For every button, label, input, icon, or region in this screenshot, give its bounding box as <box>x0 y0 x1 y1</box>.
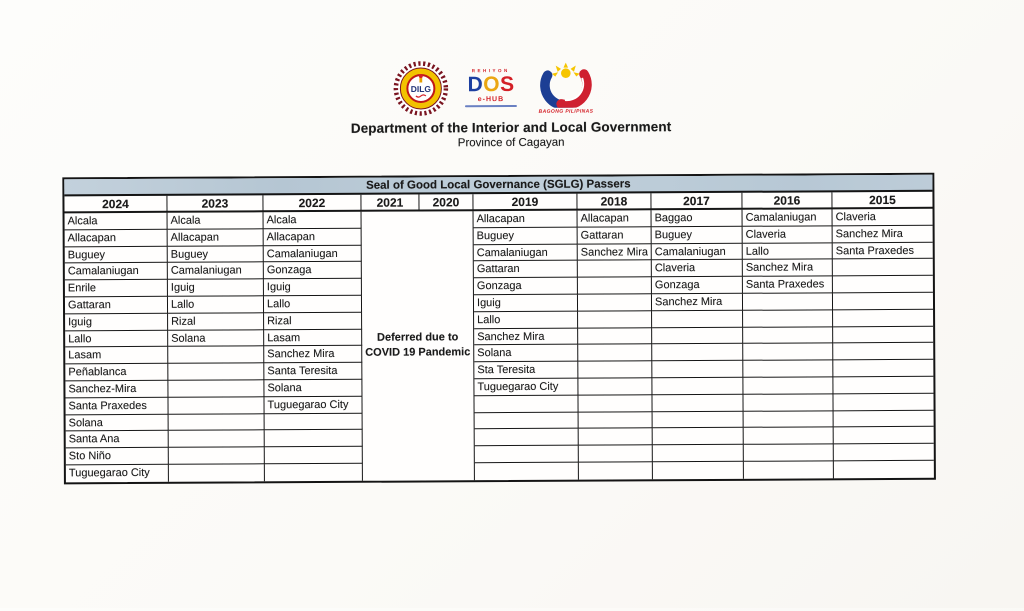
empty-cell <box>744 411 834 428</box>
dos-letter-d: D <box>467 73 483 97</box>
passer-cell: Allacapan <box>474 211 578 228</box>
year-header-2018: 2018 <box>577 193 651 210</box>
empty-cell <box>265 447 363 464</box>
dos-letter-o: O <box>483 73 500 97</box>
empty-cell <box>578 378 652 395</box>
passer-cell: Camalaniugan <box>264 245 362 262</box>
year-header-2023: 2023 <box>167 195 263 213</box>
empty-cell <box>653 462 744 479</box>
empty-cell <box>653 445 744 462</box>
empty-cell <box>744 444 834 461</box>
empty-cell <box>833 259 933 276</box>
empty-cell <box>652 327 743 344</box>
empty-cell <box>578 277 652 294</box>
passer-cell: Allacapan <box>264 229 362 246</box>
document-subtitle: Province of Cagayan <box>457 136 565 150</box>
year-header-2024: 2024 <box>64 196 167 214</box>
passer-cell: Buguey <box>652 227 743 244</box>
empty-cell <box>168 397 264 414</box>
empty-cell <box>652 361 743 378</box>
passer-cell: Gattaran <box>578 227 652 244</box>
passer-cell: Tuguegarao City <box>474 379 578 396</box>
empty-cell <box>265 413 363 430</box>
empty-cell <box>475 412 579 429</box>
passer-cell: Alcala <box>65 213 168 230</box>
empty-cell <box>743 344 833 361</box>
rehiyon-label: REHIYON <box>471 67 510 73</box>
empty-cell <box>833 360 933 377</box>
empty-cell <box>743 327 833 344</box>
passer-cell: Lallo <box>65 330 168 347</box>
empty-cell <box>579 429 653 446</box>
passers-grid <box>64 192 933 482</box>
passer-cell: Gonzaga <box>652 277 743 294</box>
passer-cell: Tuguegarao City <box>264 397 362 414</box>
sun-icon <box>552 62 580 77</box>
empty-cell <box>834 410 934 427</box>
bagong-pilipinas-emblem <box>535 61 597 107</box>
empty-cell <box>578 294 652 311</box>
empty-cell <box>834 461 934 478</box>
passer-cell: Lallo <box>474 311 578 328</box>
empty-cell <box>168 363 264 380</box>
passer-cell: Tuguegarao City <box>66 465 169 482</box>
passer-cell: Baggao <box>652 210 743 227</box>
passer-cell: Enrile <box>65 280 168 297</box>
empty-cell <box>168 347 264 364</box>
passer-cell: Alcala <box>264 212 362 229</box>
passer-cell: Camalaniugan <box>652 243 743 260</box>
empty-cell <box>744 428 834 445</box>
passer-cell: Gonzaga <box>474 278 578 295</box>
year-header-2022: 2022 <box>263 195 361 213</box>
empty-cell <box>653 411 744 428</box>
dos-ehub-logo <box>459 69 523 108</box>
dos-letter-s: S <box>500 73 515 97</box>
passer-cell: Sanchez Mira <box>743 260 833 277</box>
passer-cell: Sanchez Mira <box>474 328 578 345</box>
year-header-2020: 2020 <box>419 194 473 211</box>
passer-cell: Buguey <box>474 227 578 244</box>
empty-cell <box>578 395 652 412</box>
empty-cell <box>169 431 265 448</box>
passer-cell: Gattaran <box>474 261 578 278</box>
table-title-banner: Seal of Good Local Governance (SGLG) Passers <box>64 175 932 197</box>
passer-cell: Camalaniugan <box>474 244 578 261</box>
passer-cell: Gonzaga <box>264 262 362 279</box>
passer-cell: Camalaniugan <box>65 263 168 280</box>
empty-cell <box>743 360 833 377</box>
year-header-2019: 2019 <box>473 194 577 212</box>
passer-cell: Alcala <box>168 212 264 229</box>
empty-cell <box>653 428 744 445</box>
empty-cell <box>578 261 652 278</box>
empty-cell <box>834 427 934 444</box>
passer-cell: Camalaniugan <box>168 263 264 280</box>
empty-cell <box>578 361 652 378</box>
passer-cell: Sanchez Mira <box>578 244 652 261</box>
empty-cell <box>652 344 743 361</box>
passer-cell: Iguig <box>65 314 168 331</box>
empty-cell <box>578 328 652 345</box>
empty-cell <box>833 293 933 310</box>
empty-cell <box>744 461 834 478</box>
sglg-passers-table <box>62 173 936 484</box>
empty-cell <box>743 394 833 411</box>
empty-cell <box>169 464 265 481</box>
passer-cell: Claveria <box>833 209 933 226</box>
empty-cell <box>833 326 933 343</box>
passer-cell: Claveria <box>652 260 743 277</box>
empty-cell <box>579 412 653 429</box>
empty-cell <box>475 463 579 480</box>
dilg-logo-text: DILG <box>410 83 432 95</box>
passer-cell: Camalaniugan <box>743 209 833 226</box>
deferred-note-line: COVID 19 Pandemic <box>365 346 471 360</box>
empty-cell <box>833 343 933 360</box>
passer-cell: Allacapan <box>578 210 652 227</box>
empty-cell <box>578 345 652 362</box>
empty-cell <box>475 446 579 463</box>
passer-cell: Sta Teresita <box>474 362 578 379</box>
passer-cell: Sanchez Mira <box>264 346 362 363</box>
empty-cell <box>579 462 653 479</box>
bagong-pilipinas-logo <box>533 61 599 114</box>
dilg-logo <box>393 60 449 116</box>
passer-cell: Lasam <box>65 347 168 364</box>
passer-cell: Santa Teresita <box>264 363 362 380</box>
bagong-pilipinas-label: BAGONG PILIPINAS <box>538 108 594 115</box>
passer-cell: Iguig <box>474 295 578 312</box>
dos-wordmark <box>468 74 515 95</box>
empty-cell <box>169 414 265 431</box>
empty-cell <box>652 395 743 412</box>
passer-cell: Rizal <box>168 313 264 330</box>
passer-cell: Sanchez Mira <box>652 294 743 311</box>
empty-cell <box>834 444 934 461</box>
passer-cell: Santa Praxedes <box>833 242 933 259</box>
year-header-2021: 2021 <box>361 194 419 211</box>
passer-cell: Claveria <box>743 226 833 243</box>
empty-cell <box>833 377 933 394</box>
empty-cell <box>743 310 833 327</box>
empty-cell <box>265 430 363 447</box>
passer-cell: Sanchez-Mira <box>65 381 168 398</box>
passer-cell: Buguey <box>65 246 168 263</box>
empty-cell <box>833 394 933 411</box>
empty-cell <box>474 395 578 412</box>
passer-cell: Solana <box>474 345 578 362</box>
empty-cell <box>578 311 652 328</box>
year-header-2016: 2016 <box>742 192 832 209</box>
year-header-2017: 2017 <box>651 193 742 210</box>
dos-fineprint-bar <box>465 105 517 108</box>
passer-cell: Gattaran <box>65 297 168 314</box>
passer-cell: Sanchez Mira <box>833 226 933 243</box>
passer-cell: Santa Ana <box>66 431 169 448</box>
empty-cell <box>265 464 363 481</box>
passer-cell: Santa Praxedes <box>65 398 168 415</box>
year-header-2015: 2015 <box>832 192 932 210</box>
passer-cell: Solana <box>66 414 169 431</box>
deferred-covid-note <box>362 211 475 480</box>
passer-cell: Iguig <box>168 279 264 296</box>
deferred-note-line: Deferred due to <box>376 331 459 344</box>
passer-cell: Lallo <box>264 296 362 313</box>
empty-cell <box>652 378 743 395</box>
passer-cell: Buguey <box>168 246 264 263</box>
empty-cell <box>579 445 653 462</box>
passer-cell: Sto Niño <box>66 448 169 465</box>
ehub-label: e-HUB <box>477 96 505 104</box>
empty-cell <box>833 310 933 327</box>
passer-cell: Santa Praxedes <box>743 277 833 294</box>
empty-cell <box>168 380 264 397</box>
passer-cell: Lasam <box>264 329 362 346</box>
empty-cell <box>743 377 833 394</box>
passer-cell: Lallo <box>168 296 264 313</box>
passer-cell: Peñablanca <box>65 364 168 381</box>
document-title: Department of the Interior and Local Government <box>350 119 672 136</box>
passer-cell: Lallo <box>743 243 833 260</box>
passer-cell: Allacapan <box>168 229 264 246</box>
passer-cell: Iguig <box>264 279 362 296</box>
empty-cell <box>652 311 743 328</box>
logo-row <box>0 57 993 118</box>
empty-cell <box>169 447 265 464</box>
passer-cell: Solana <box>264 380 362 397</box>
empty-cell <box>743 293 833 310</box>
passer-cell: Allacapan <box>65 230 168 247</box>
document-header <box>0 0 1023 152</box>
passer-cell: Rizal <box>264 313 362 330</box>
passer-cell: Solana <box>168 330 264 347</box>
empty-cell <box>475 429 579 446</box>
empty-cell <box>833 276 933 293</box>
